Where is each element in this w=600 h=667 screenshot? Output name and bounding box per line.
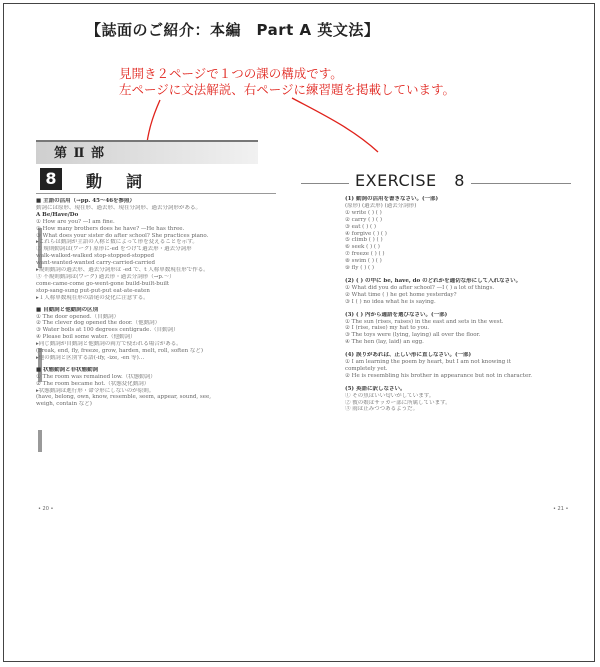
text-line: ⑤ climb ( ) ( ) <box>345 237 383 244</box>
text-line: ▸他の動詞と区別する語(-ify, -ize, -en 等)… <box>36 354 145 361</box>
grammar-text <box>36 198 281 408</box>
text-line: ② carry ( ) ( ) <box>345 216 382 223</box>
text-line: ⑧ swim ( ) ( ) <box>345 258 382 265</box>
text-line: A Be/Have/Do <box>36 211 79 218</box>
text-line: ⑨ fly ( ) ( ) <box>345 265 375 272</box>
text-line: (have, belong, own, know, resemble, seem, appear, sound, see, <box>36 394 211 401</box>
text-line: ② The clever dog opened the door.（他動詞） <box>36 320 161 327</box>
text-line: ② 規則動詞は(ワーク) 原形に-ed をつけて過去形・過去分詞形 <box>36 246 192 253</box>
page-number-left: • 20 • <box>38 506 54 512</box>
text-line: ③ 不規則動詞は(ワーク) 過去形・過去分詞形（→p.〜） <box>36 273 175 280</box>
text-line: ③ Water boils at 100 degrees centigrade.（自動詞） <box>36 327 179 334</box>
text-line: walk-walked-walked stop-stopped-stopped <box>36 253 155 260</box>
text-line: ① write ( ) ( ) <box>345 209 382 216</box>
text-line: ① The room was remained low.（状態動詞） <box>36 373 156 380</box>
exercise-heading <box>349 171 471 190</box>
text-line: ③ What does your sister do after school? She practices piano. <box>36 232 209 239</box>
text-line: ② How many brothers does he have? —He has three. <box>36 225 185 232</box>
text-line: ④ The hen (lay, laid) an egg. <box>345 339 424 346</box>
text-line: 動詞には原形、現在形、過去形、現在分詞形、過去分詞形がある。 <box>36 204 202 211</box>
text-line: ③ eat ( ) ( ) <box>345 223 376 230</box>
text-line: ② What time ( ) he get home yesterday? <box>345 291 457 298</box>
text-line: ① その魚はいい匂いがしています。 <box>345 392 435 399</box>
text-line: come-came-come go-went-gone build-built-built <box>36 280 170 287</box>
text-line: ④ forgive ( ) ( ) <box>345 230 387 237</box>
right-page-exercise <box>301 140 571 525</box>
text-line: ▸同じ動詞が自動詞と他動詞の両方で使われる場合がある。 <box>36 341 182 348</box>
text-line: ③ I ( ) no idea what he is saying. <box>345 298 436 305</box>
text-line: (4) 誤りがあれば、正しい形に直しなさい。(一部) <box>345 352 472 359</box>
chapter-number: 8 <box>40 168 62 190</box>
text-line: ① The sun (rises, raises) in the east and sets in the west. <box>345 318 504 325</box>
text-line: ① The door opened.（自動詞） <box>36 313 120 320</box>
example-sidebar <box>38 430 42 452</box>
text-line: weigh, contain など) <box>36 401 92 408</box>
callout-line-2: 左ページに文法解説、右ページに練習題を掲載しています。 <box>119 82 456 97</box>
text-line: want-wanted-wanted carry-carried-carried <box>36 260 155 267</box>
chapter-rule <box>36 193 276 194</box>
chapter-title: 動 詞 <box>86 172 147 191</box>
text-line: (1) 動詞の活用を書きなさい。(一部) <box>345 196 439 202</box>
text-line: ① How are you? —I am fine. <box>36 218 115 225</box>
text-line: (2) ( ) の中に be, have, do のどれかを適切な形にして入れなさい。 <box>345 277 522 284</box>
text-line: ■ 自動詞と他動詞の区別 <box>36 306 99 313</box>
two-page-spread <box>18 140 569 525</box>
exercise-number: 8 <box>454 171 465 190</box>
text-line: ■ 状態動詞と非状態動詞 <box>36 366 99 373</box>
text-line: ■ 主語の活用（→pp. 45〜46を参照） <box>36 198 136 204</box>
text-line: ⑦ freeze ( ) ( ) <box>345 251 385 258</box>
text-line: ④ Please boil some water.（他動詞） <box>36 334 136 341</box>
text-line: stop-sang-sung put-put-put eat-ate-eaten <box>36 287 150 294</box>
text-line: ③ The toys were (lying, laying) all over the floor. <box>345 332 481 339</box>
text-line: (原形) (過去形) (過去分詞形) <box>345 202 417 209</box>
left-page-grammar <box>18 140 283 525</box>
text-line: (3) ( ) 内から適語を選びなさい。(一部) <box>345 311 448 318</box>
text-line: ▸これらは動詞が主語の人称と数によって形を変えることを示す。 <box>36 239 198 246</box>
text-line: ① What did you do after school? —I ( ) a lot of things. <box>345 284 495 291</box>
text-line: ① I am learning the poem by heart, but I am not knowing it <box>345 359 511 366</box>
text-line: ⑥ seek ( ) ( ) <box>345 244 380 251</box>
text-line: (break, end, fly, freeze, grow, harden, melt, roll, soften など) <box>36 348 204 355</box>
exercise-label: EXERCISE <box>355 171 437 190</box>
page-heading: 【誌面のご紹介：本編 Part A 英文法】 <box>86 21 380 39</box>
text-line: completely yet. <box>345 365 388 372</box>
callout-line-1: 見開き２ページで１つの課の構成です。 <box>119 66 343 81</box>
text-line: (5) 英語に訳しなさい。 <box>345 385 406 392</box>
text-line: ▸状態動詞は進行形・命令形にしないのが原則。 <box>36 387 155 394</box>
text-line: ② He is resembling his brother in appearance but not in character. <box>345 372 533 379</box>
text-line: ② 彼の娘はサッカー部に所属しています。 <box>345 399 451 406</box>
text-line: ▸１人称単数現在形の語尾の変化に注意する。 <box>36 294 149 301</box>
text-line: ▸規則動詞の過去形、過去分詞形は -ed で、t 人称単数現在形で作る。 <box>36 267 209 274</box>
page-number-right: • 21 • <box>553 506 569 512</box>
exercise-text <box>345 196 570 413</box>
part-label: 第 Ⅱ 部 <box>54 146 106 161</box>
text-line: ② The room became hot.（状態変化動詞） <box>36 380 150 387</box>
text-line: ② I (rise, raise) my hat to you. <box>345 325 430 332</box>
text-line: ③ 雨は止みつつあるようだ。 <box>345 406 419 413</box>
